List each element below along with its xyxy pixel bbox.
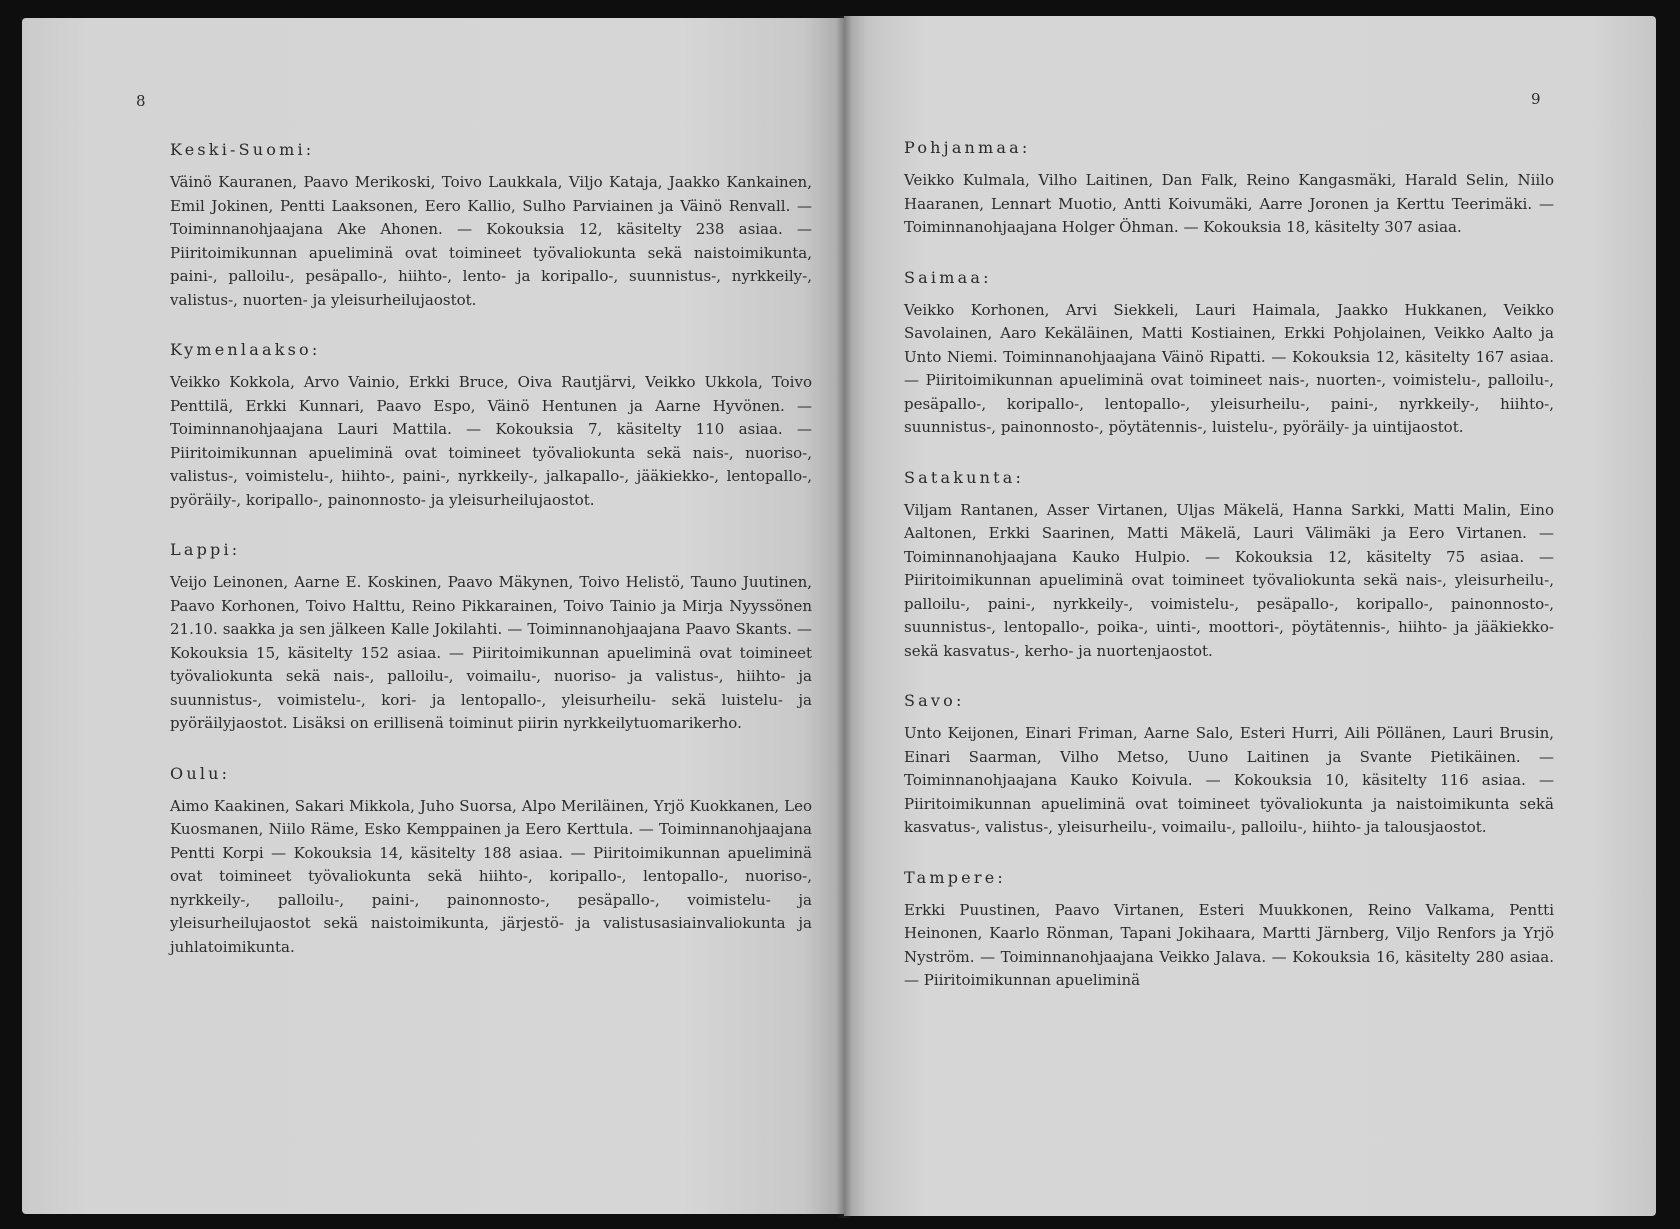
section-savo bbox=[904, 691, 1554, 840]
page-number-right: 9 bbox=[1531, 90, 1541, 108]
section-heading: Pohjanmaa: bbox=[904, 138, 1031, 157]
section-heading: Lappi: bbox=[170, 540, 241, 559]
right-page-column bbox=[904, 138, 1554, 1021]
section-saimaa bbox=[904, 268, 1554, 440]
left-page-column bbox=[170, 140, 812, 987]
section-text: Erkki Puustinen, Paavo Virtanen, Esteri Muukkonen, Reino Valkama, Pentti Heinonen, Kaarlo Rönman, Tapani Jokihaara, Martti Järnberg, Viljo Renfors ja Yrjö Nyström. — Toiminnanohjaajana Veikko Jalava. — Kokouksia 16, käsitelty 280 asiaa. — Piiritoimikunnan apueliminä bbox=[904, 900, 1554, 989]
book-gutter bbox=[836, 16, 852, 1218]
section-kymenlaakso bbox=[170, 340, 812, 512]
section-heading: Saimaa: bbox=[904, 267, 992, 287]
section-heading: Satakunta: bbox=[904, 467, 1025, 487]
section-tampere bbox=[904, 868, 1554, 993]
left-page bbox=[22, 18, 844, 1214]
section-heading: Tampere: bbox=[904, 867, 1006, 887]
section-text: Veijo Leinonen, Aarne E. Koskinen, Paavo Mäkynen, Toivo Helistö, Tauno Juutinen, Paavo Korhonen, Toivo Halttu, Reino Pikkarainen, Toivo Tainio ja Mirja Nyyssönen 21.10. saakka ja sen jälkeen Kalle Jokilahti. — Toiminnanohjaajana Paavo Skants. — Kokouksia 15, käsitelty 152 asiaa. — Piiritoimikunnan apueliminä ovat toimineet työvaliokunta sekä nais-, palloilu-, voimailu-, nuoriso- ja valistus-, hiihto- ja suunnistus-, voimistelu-, kori- ja lentopallo-, yleisurheilu- sekä luistelu- ja pyöräilyjaostot. Lisäksi on erillisenä toiminut piirin nyrkkeilytuomarikerho. bbox=[170, 573, 812, 732]
right-page bbox=[844, 16, 1656, 1216]
section-lappi bbox=[170, 540, 812, 736]
section-text: Aimo Kaakinen, Sakari Mikkola, Juho Suorsa, Alpo Meriläinen, Yrjö Kuokkanen, Leo Kuosmanen, Niilo Räme, Esko Kemppainen ja Eero Kerttula. — Toiminnanohjaajana Pentti Korpi — Kokouksia 14, käsitelty 188 asiaa. — Piiritoimikunnan apueliminä ovat toimineet työvaliokunta sekä hiihto-, koripallo-, lentopallo-, nuoriso-, nyrkkeily-, palloilu-, paini-, painonnosto-, pesäpallo-, voimistelu- ja yleisurheilujaostot sekä naistoimikunta, järjestö- ja valistusasiainvaliokunta ja juhlatoimikunta. bbox=[170, 796, 812, 956]
section-heading: Oulu: bbox=[170, 763, 231, 783]
section-text: Väinö Kauranen, Paavo Merikoski, Toivo Laukkala, Viljo Kataja, Jaakko Kankainen, Emil Jokinen, Pentti Laaksonen, Eero Kallio, Sulho Parviainen ja Väinö Renvall. — Toiminnanohjaajana Ake Ahonen. — Kokouksia 12, käsitelty 238 asiaa. — Piiritoimikunnan apueliminä ovat toimineet työvaliokunta sekä naistoimikunta, paini-, palloilu-, pesäpallo-, hiihto-, lento- ja koripallo-, suunnistus-, nyrkkeily-, valistus-, nuorten- ja yleisurheilujaostot. bbox=[170, 173, 812, 309]
section-text: Unto Keijonen, Einari Friman, Aarne Salo, Esteri Hurri, Aili Pöllänen, Lauri Brusin, Einari Saarman, Vilho Metso, Uuno Laitinen ja Svante Pietikäinen. — Toiminnanohjaajana Kauko Koivula. — Kokouksia 10, käsitelty 116 asiaa. — Piiritoimikunnan apueliminä ovat toimineet työvaliokunta ja naistoimikunta sekä kasvatus-, valistus-, yleisurheilu-, voimailu-, palloilu-, hiihto- ja talousjaostot. bbox=[904, 724, 1554, 836]
section-oulu bbox=[170, 764, 812, 960]
section-heading: Kymenlaakso: bbox=[170, 340, 321, 359]
section-text: Viljam Rantanen, Asser Virtanen, Uljas Mäkelä, Hanna Sarkki, Matti Malin, Eino Aaltonen, Erkki Saarinen, Matti Mäkelä, Lauri Välimäki ja Eero Virtanen. — Toiminnanohjaajana Kauko Hulpio. — Kokouksia 12, käsitelty 75 asiaa. — Piiritoimikunnan apueliminä ovat toimineet työvaliokunta sekä nais-, yleisurheilu-, palloilu-, paini-, nyrkkeily-, voimistelu-, pesäpallo-, koripallo-, painonnosto-, suunnistus-, lentopallo-, poika-, uinti-, moottori-, pöytätennis-, hiihto- ja jääkiekko- sekä kasvatus-, kerho- ja nuortenjaostot. bbox=[904, 500, 1554, 660]
page-number-left: 8 bbox=[136, 92, 146, 110]
section-satakunta bbox=[904, 468, 1554, 664]
section-heading: Savo: bbox=[904, 691, 965, 710]
section-text: Veikko Kokkola, Arvo Vainio, Erkki Bruce, Oiva Rautjärvi, Veikko Ukkola, Toivo Penttilä, Erkki Kunnari, Paavo Espo, Väinö Hentunen ja Aarne Hyvönen. — Toiminnanohjaajana Lauri Mattila. — Kokouksia 7, käsitelty 110 asiaa. — Piiritoimikunnan apueliminä ovat toimineet työvaliokunta sekä nais-, nuoriso-, valistus-, voimistelu-, hiihto-, paini-, nyrkkeily-, jalkapallo-, jääkiekko-, lentopallo-, pyöräily-, koripallo-, painonnosto- ja yleisurheilujaostot. bbox=[170, 373, 812, 509]
section-pohjanmaa bbox=[904, 138, 1554, 240]
section-text: Veikko Kulmala, Vilho Laitinen, Dan Falk, Reino Kangasmäki, Harald Selin, Niilo Haaranen, Lennart Muotio, Antti Koivumäki, Aarre Joronen ja Kerttu Teerimäki. — Toiminnanohjaajana Holger Öhman. — Kokouksia 18, käsitelty 307 asiaa. bbox=[904, 171, 1554, 236]
section-heading: Keski-Suomi: bbox=[170, 140, 315, 159]
section-keski-suomi bbox=[170, 140, 812, 312]
section-text: Veikko Korhonen, Arvi Siekkeli, Lauri Haimala, Jaakko Hukkanen, Veikko Savolainen, Aaro Kekäläinen, Matti Kostiainen, Erkki Pohjolainen, Veikko Aalto ja Unto Niemi. Toiminnanohjaajana Väinö Ripatti. — Kokouksia 12, käsitelty 167 asiaa. — Piiritoimikunnan apueliminä ovat toimineet nais-, nuorten-, voimistelu-, palloilu-, pesäpallo-, koripallo-, lentopallo-, yleisurheilu-, paini-, nyrkkeily-, hiihto-, suunnistus-, painonnosto-, pöytätennis-, luistelu-, pyöräily- ja uintijaostot. bbox=[904, 300, 1554, 436]
